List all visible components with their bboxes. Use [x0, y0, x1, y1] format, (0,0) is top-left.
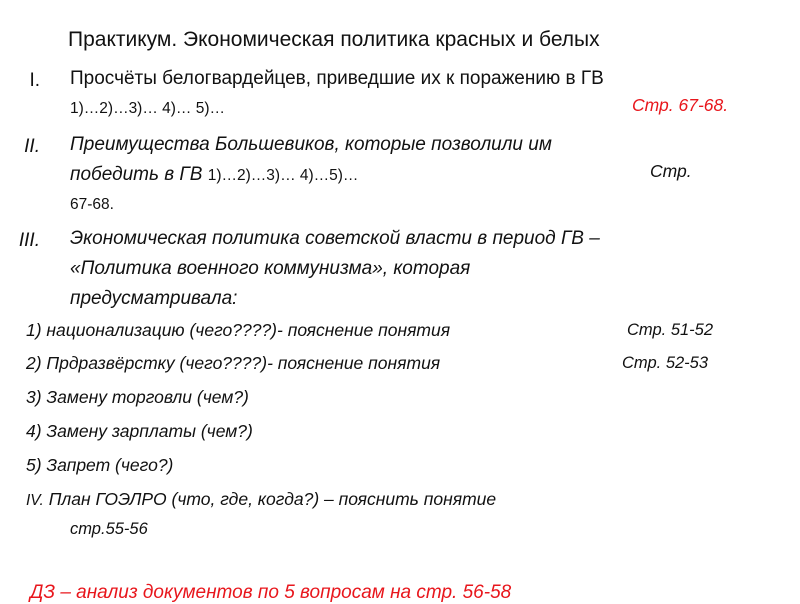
section-4-text: План ГОЭЛРО (что, где, когда?) – пояснить понятие — [48, 489, 497, 509]
point-1-page-ref: Стр. 51-52 — [627, 321, 714, 339]
section-2-line2 — [70, 160, 358, 191]
point-4: 4) Замену зарплаты (чем?) — [26, 421, 253, 441]
section-1-list: 1)…2)…3)… 4)… 5)… — [70, 100, 226, 117]
point-1: 1) национализацию (чего????)- пояснение понятия — [26, 320, 451, 340]
point-3: 3) Замену торговли (чем?) — [26, 387, 249, 407]
section-1-numeral: I. — [29, 70, 40, 91]
section-3-numeral: III. — [18, 230, 40, 251]
section-2-line1: Преимущества Большевиков, которые позволили им — [70, 134, 552, 155]
section-2-list: 1)…2)…3)… 4)…5)… — [207, 167, 359, 184]
section-4-numeral: IV. — [26, 492, 44, 509]
section-2-page-ref-pages: 67-68. — [70, 196, 114, 213]
section-3-line1: Экономическая политика советской власти в период ГВ – — [70, 228, 600, 249]
section-3-line2: «Политика военного коммунизма», которая — [70, 258, 471, 279]
section-2-line2-text: победить в ГВ — [70, 164, 203, 185]
section-1-page-ref: Стр. 67-68. — [632, 95, 729, 115]
section-1-line1: Просчёты белогвардейцев, приведшие их к поражению в ГВ — [70, 68, 604, 89]
section-4-page-ref: стр.55-56 — [70, 520, 148, 538]
page-title: Практикум. Экономическая политика красных и белых — [68, 28, 600, 51]
homework-line: ДЗ – анализ документов по 5 вопросам на стр. 56-58 — [30, 582, 512, 603]
section-2-numeral: II. — [24, 136, 40, 157]
point-2: 2) Прдразвёрстку (чего????)- пояснение понятия — [26, 353, 441, 373]
point-5: 5) Запрет (чего?) — [26, 455, 174, 475]
section-4 — [26, 489, 496, 510]
section-3-line3: предусматривала: — [70, 288, 238, 309]
section-2-page-ref: Стр. — [650, 161, 692, 181]
point-2-page-ref: Стр. 52-53 — [622, 354, 709, 372]
